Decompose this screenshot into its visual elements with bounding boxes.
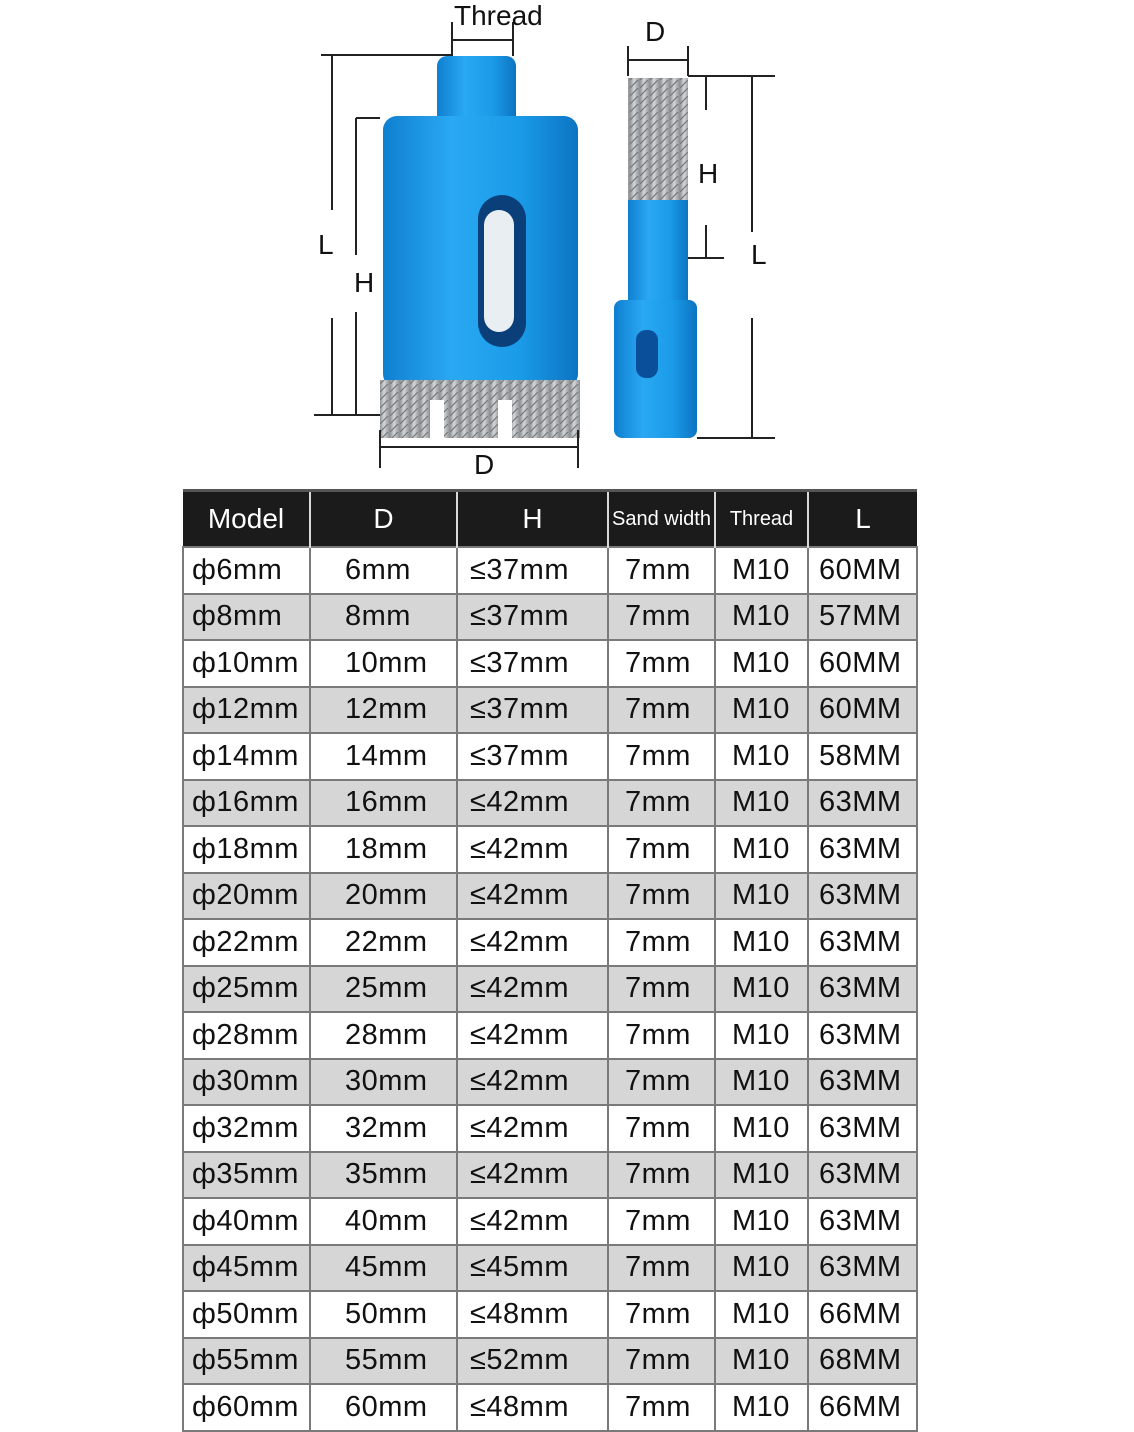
thread-cell: M10: [715, 1198, 808, 1245]
height-cell: ≤52mm: [457, 1338, 608, 1385]
sand-width-cell: 7mm: [608, 1012, 715, 1059]
header-thread: Thread: [715, 491, 808, 548]
height-cell: ≤42mm: [457, 1059, 608, 1106]
table-row: [183, 919, 917, 966]
table-row: [183, 687, 917, 734]
length-cell: 57MM: [808, 594, 917, 641]
height-cell: ≤48mm: [457, 1291, 608, 1338]
thread-cell: M10: [715, 547, 808, 594]
model-cell: ф25mm: [183, 966, 310, 1013]
thread-cell: M10: [715, 640, 808, 687]
length-cell: 63MM: [808, 1198, 917, 1245]
height-cell: ≤42mm: [457, 919, 608, 966]
model-cell: ф10mm: [183, 640, 310, 687]
header-length: L: [808, 491, 917, 548]
diameter-cell: 50mm: [310, 1291, 457, 1338]
sand-width-cell: 7mm: [608, 1245, 715, 1292]
header-model: Model: [183, 491, 310, 548]
diameter-cell: 30mm: [310, 1059, 457, 1106]
sand-width-cell: 7mm: [608, 547, 715, 594]
model-cell: ф50mm: [183, 1291, 310, 1338]
height-cell: ≤37mm: [457, 687, 608, 734]
table-row: [183, 873, 917, 920]
table-row: [183, 780, 917, 827]
diameter-cell: 55mm: [310, 1338, 457, 1385]
model-cell: ф8mm: [183, 594, 310, 641]
thread-cell: M10: [715, 919, 808, 966]
diameter-cell: 35mm: [310, 1152, 457, 1199]
sand-width-cell: 7mm: [608, 780, 715, 827]
model-cell: ф12mm: [183, 687, 310, 734]
sand-width-cell: 7mm: [608, 733, 715, 780]
thread-cell: M10: [715, 594, 808, 641]
height-cell: ≤42mm: [457, 966, 608, 1013]
height-cell: ≤42mm: [457, 826, 608, 873]
table-row: [183, 1152, 917, 1199]
thread-cell: M10: [715, 687, 808, 734]
thread-cell: M10: [715, 1105, 808, 1152]
sand-width-cell: 7mm: [608, 594, 715, 641]
diameter-cell: 12mm: [310, 687, 457, 734]
diameter-cell: 6mm: [310, 547, 457, 594]
diameter-cell: 40mm: [310, 1198, 457, 1245]
thread-cell: M10: [715, 966, 808, 1013]
thread-cell: M10: [715, 1291, 808, 1338]
length-cell: 63MM: [808, 1012, 917, 1059]
table-row: [183, 826, 917, 873]
sand-width-cell: 7mm: [608, 1338, 715, 1385]
table-row: [183, 640, 917, 687]
length-cell: 63MM: [808, 1059, 917, 1106]
diameter-cell: 25mm: [310, 966, 457, 1013]
table-body: [183, 547, 917, 1431]
sand-width-cell: 7mm: [608, 966, 715, 1013]
model-cell: ф60mm: [183, 1384, 310, 1431]
thread-cell: M10: [715, 1338, 808, 1385]
thread-cell: M10: [715, 780, 808, 827]
diameter-label-right: D: [645, 16, 666, 47]
height-cell: ≤37mm: [457, 733, 608, 780]
height-cell: ≤42mm: [457, 780, 608, 827]
table-row: [183, 733, 917, 780]
model-cell: ф18mm: [183, 826, 310, 873]
diameter-label-left: D: [474, 449, 495, 480]
header-sand-width: Sand width: [608, 491, 715, 548]
length-cell: 60MM: [808, 640, 917, 687]
thread-cell: M10: [715, 873, 808, 920]
model-cell: ф6mm: [183, 547, 310, 594]
diameter-cell: 28mm: [310, 1012, 457, 1059]
thread-cell: M10: [715, 733, 808, 780]
thread-label: Thread: [454, 0, 543, 31]
table-row: [183, 547, 917, 594]
length-cell: 63MM: [808, 780, 917, 827]
length-cell: 63MM: [808, 826, 917, 873]
model-cell: ф40mm: [183, 1198, 310, 1245]
height-cell: ≤37mm: [457, 594, 608, 641]
model-cell: ф14mm: [183, 733, 310, 780]
sand-width-cell: 7mm: [608, 640, 715, 687]
height-cell: ≤42mm: [457, 1198, 608, 1245]
height-cell: ≤42mm: [457, 1105, 608, 1152]
thread-cell: M10: [715, 1245, 808, 1292]
length-cell: 63MM: [808, 919, 917, 966]
diameter-cell: 14mm: [310, 733, 457, 780]
sand-width-cell: 7mm: [608, 687, 715, 734]
sand-width-cell: 7mm: [608, 1152, 715, 1199]
model-cell: ф16mm: [183, 780, 310, 827]
thread-cell: M10: [715, 826, 808, 873]
model-cell: ф28mm: [183, 1012, 310, 1059]
header-diameter: D: [310, 491, 457, 548]
height-cell: ≤42mm: [457, 1152, 608, 1199]
height-cell: ≤37mm: [457, 640, 608, 687]
model-cell: ф35mm: [183, 1152, 310, 1199]
length-cell: 63MM: [808, 1105, 917, 1152]
table-row: [183, 1245, 917, 1292]
length-cell: 63MM: [808, 1245, 917, 1292]
height-cell: ≤37mm: [457, 547, 608, 594]
diameter-cell: 16mm: [310, 780, 457, 827]
diameter-cell: 18mm: [310, 826, 457, 873]
length-cell: 68MM: [808, 1338, 917, 1385]
diameter-cell: 10mm: [310, 640, 457, 687]
thread-cell: M10: [715, 1012, 808, 1059]
table-row: [183, 1059, 917, 1106]
diameter-cell: 22mm: [310, 919, 457, 966]
model-cell: ф20mm: [183, 873, 310, 920]
thread-cell: M10: [715, 1384, 808, 1431]
length-cell: 58MM: [808, 733, 917, 780]
height-cell: ≤42mm: [457, 873, 608, 920]
table-row: [183, 1384, 917, 1431]
large-core-bit: [380, 56, 580, 440]
model-cell: ф22mm: [183, 919, 310, 966]
length-cell: 63MM: [808, 873, 917, 920]
product-dimension-diagram: [0, 0, 1134, 480]
sand-width-cell: 7mm: [608, 1198, 715, 1245]
model-cell: ф32mm: [183, 1105, 310, 1152]
length-cell: 63MM: [808, 1152, 917, 1199]
table-row: [183, 1338, 917, 1385]
diameter-cell: 45mm: [310, 1245, 457, 1292]
diameter-cell: 32mm: [310, 1105, 457, 1152]
thread-cell: M10: [715, 1059, 808, 1106]
sand-width-cell: 7mm: [608, 1384, 715, 1431]
length-cell: 66MM: [808, 1384, 917, 1431]
length-cell: 60MM: [808, 687, 917, 734]
sand-width-cell: 7mm: [608, 919, 715, 966]
table-row: [183, 594, 917, 641]
thread-cell: M10: [715, 1152, 808, 1199]
length-cell: 63MM: [808, 966, 917, 1013]
height-cell: ≤48mm: [457, 1384, 608, 1431]
height-cell: ≤45mm: [457, 1245, 608, 1292]
length-label-left: L: [318, 229, 334, 260]
diameter-cell: 20mm: [310, 873, 457, 920]
table-header-row: [183, 491, 917, 548]
diameter-cell: 8mm: [310, 594, 457, 641]
length-cell: 66MM: [808, 1291, 917, 1338]
height-label-left: H: [354, 267, 375, 298]
specification-table: [182, 489, 918, 1432]
sand-width-cell: 7mm: [608, 873, 715, 920]
table-row: [183, 1291, 917, 1338]
sand-width-cell: 7mm: [608, 1291, 715, 1338]
sand-width-cell: 7mm: [608, 826, 715, 873]
model-cell: ф45mm: [183, 1245, 310, 1292]
header-height: H: [457, 491, 608, 548]
height-label-right: H: [698, 158, 719, 189]
sand-width-cell: 7mm: [608, 1059, 715, 1106]
small-core-bit: [614, 78, 697, 438]
length-cell: 60MM: [808, 547, 917, 594]
table-row: [183, 1198, 917, 1245]
height-cell: ≤42mm: [457, 1012, 608, 1059]
diameter-cell: 60mm: [310, 1384, 457, 1431]
model-cell: ф55mm: [183, 1338, 310, 1385]
table-row: [183, 1105, 917, 1152]
model-cell: ф30mm: [183, 1059, 310, 1106]
table-row: [183, 966, 917, 1013]
table-row: [183, 1012, 917, 1059]
sand-width-cell: 7mm: [608, 1105, 715, 1152]
length-label-right: L: [751, 239, 767, 270]
